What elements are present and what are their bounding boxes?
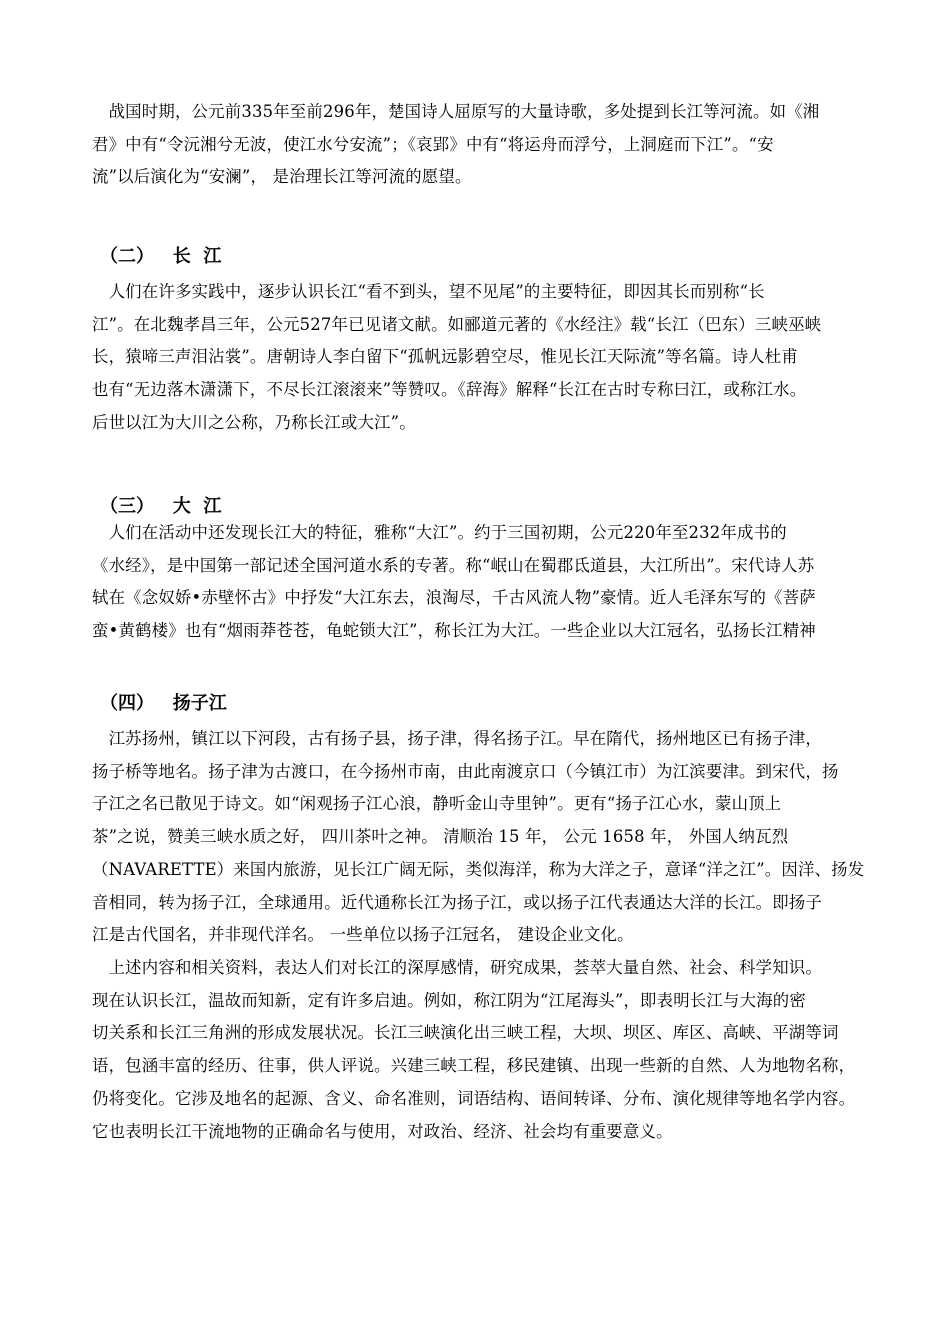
text-line: 仍将变化。它涉及地名的起源、含义、命名准则，词语结构、语间转译、分布、演化规律等地名学内容。 (92, 1088, 856, 1108)
text-line: 茶”之说，赞美三峡水质之好， 四川茶叶之神。 清顺治 15 年， 公元 1658 年， 外国人纳瓦烈 (92, 827, 789, 847)
text-line: 江是古代国名，并非现代洋名。 一些单位以扬子江冠名， 建设企业文化。 (92, 925, 634, 945)
text-line: 蛮•黄鹤楼》也有“烟雨莽苍苍，龟蛇锁大江”，称长江为大江。一些企业以大江冠名，弘扬长江精神 (92, 621, 816, 641)
text-line: 战国时期，公元前335年至前296年，楚国诗人屈原写的大量诗歌，多处提到长江等河流。如《湘 (92, 102, 820, 121)
paragraph-dajiang (92, 517, 910, 648)
text-line: 君》中有“令沅湘兮无波，使江水兮安流”；《哀郢》中有“将运舟而浮兮，上洞庭而下江”。“安 (92, 134, 774, 154)
section-heading-dajiang: （三） 大 江 (100, 496, 222, 517)
text-line: 音相同，转为扬子江，全球通用。近代通称长江为扬子江，或以扬子江代表通达大洋的长江。即扬子 (92, 892, 822, 912)
text-line: 现在认识长江，温故而知新，定有许多启迪。例如，称江阴为“江尾海头”，即表明长江与大海的密 (92, 990, 806, 1010)
text-line: 扬子桥等地名。扬子津为古渡口，在今扬州市南，由此南渡京口（今镇江市）为江滨要津。到宋代，扬 (92, 761, 839, 781)
text-line: 江”。在北魏孝昌三年，公元527年已见诸文献。如郦道元著的《水经注》载“长江（巴东）三峡巫峡 (92, 314, 822, 334)
text-line: 轼在《念奴娇•赤壁怀古》中抒发“大江东去，浪淘尽，千古风流人物”豪情。近人毛泽东写的《菩萨 (92, 588, 816, 608)
text-line: 人们在许多实践中，逐步认识长江“看不到头，望不见尾”的主要特征，即因其长而别称“长 (92, 282, 765, 301)
paragraph-changjiang (92, 276, 910, 440)
text-line: （NAVARETTE）来国内旅游，见长江广阔无际，类似海洋，称为大洋之子，意译“洋之江”。因洋、扬发 (92, 859, 865, 879)
text-line: 人们在活动中还发现长江大的特征，雅称“大江”。约于三国初期，公元220年至232年成书的 (92, 523, 787, 542)
text-line: 后世以江为大川之公称，乃称长江或大江”。 (92, 412, 416, 432)
paragraph-warring-states (92, 96, 910, 194)
text-line: 长，猿啼三声泪沾裳”。唐朝诗人李白留下“孤帆远影碧空尽，惟见长江天际流”等名篇。诗人杜甫 (92, 347, 798, 367)
text-line: 切关系和长江三角洲的形成发展状况。长江三峡演化出三峡工程，大坝、坝区、库区、高峡、平湖等词 (92, 1023, 839, 1043)
paragraph-summary (92, 952, 910, 1148)
text-line: 子江之名已散见于诗文。如“闲观扬子江心浪，静听金山寺里钟”。更有“扬子江心水，蒙山顶上 (92, 794, 782, 814)
section-heading-yangzijiang: （四） 扬子江 (100, 693, 227, 714)
text-line: 江苏扬州，镇江以下河段，古有扬子县，扬子津，得名扬子江。早在隋代，扬州地区已有扬子津， (92, 729, 822, 748)
text-line: 《水经》，是中国第一部记述全国河道水系的专著。称“岷山在蜀郡氐道县，大江所出”。宋代诗人苏 (92, 555, 815, 575)
text-line: 也有“无边落木潇潇下，不尽长江滚滚来”等赞叹。《辞海》解释“长江在古时专称曰江，或称江水。 (92, 380, 807, 400)
paragraph-yangzijiang (92, 723, 910, 952)
text-line: 它也表明长江干流地物的正确命名与使用，对政治、经济、社会均有重要意义。 (92, 1121, 673, 1141)
text-line: 流”以后演化为“安澜”， 是治理长江等河流的愿望。 (92, 167, 472, 187)
text-line: 上述内容和相关资料，表达人们对长江的深厚感情，研究成果，荟萃大量自然、社会、科学知识。 (92, 958, 822, 977)
section-heading-changjiang: （二） 长 江 (100, 246, 222, 267)
text-line: 语，包涵丰富的经历、往事，供人评说。兴建三峡工程，移民建镇、出现一些新的自然、人为地物名称， (92, 1056, 856, 1076)
